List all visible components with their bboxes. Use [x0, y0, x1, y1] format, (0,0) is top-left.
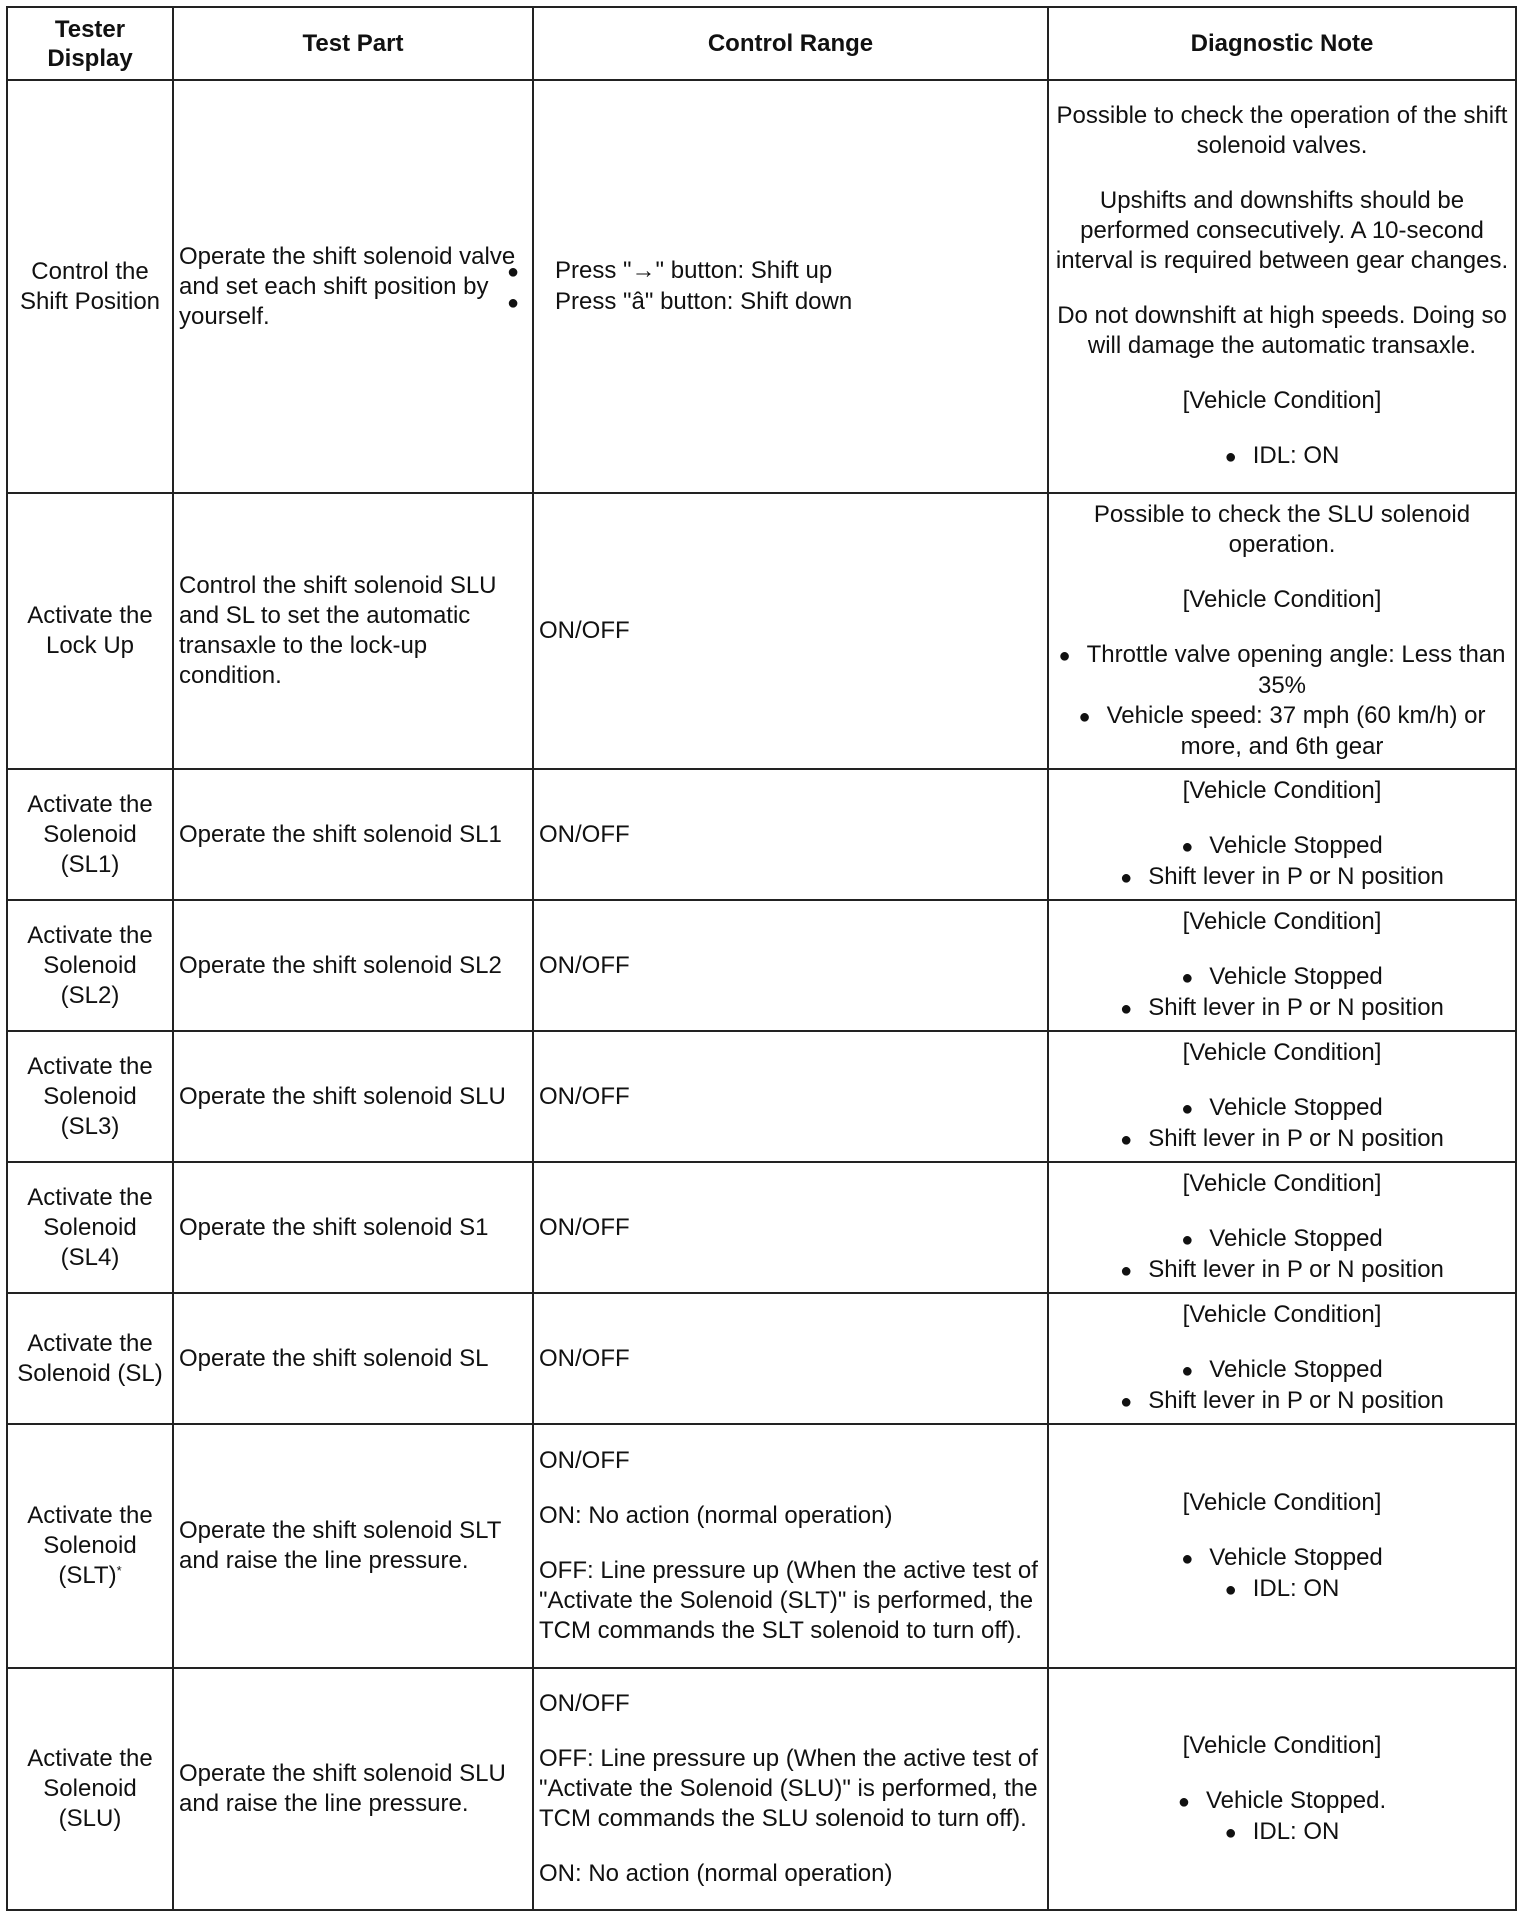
test-part-cell: Operate the shift solenoid valve and set each shift position by yourself. [173, 80, 533, 493]
bullet-item: ● Shift lever in P or N position [1054, 1124, 1510, 1155]
bullet-item: ● Vehicle Stopped [1054, 1355, 1510, 1386]
control-range-text: OFF: Line pressure up (When the active test of "Activate the Solenoid (SLT)" is performed, the TCM commands the SLT solenoid to turn off). [539, 1557, 1038, 1644]
bullet-item: ● Shift lever in P or N position [1054, 862, 1510, 893]
bullet-item: ● IDL: ON [1054, 1817, 1510, 1848]
control-range-cell: ON/OFF [533, 769, 1048, 900]
control-range-cell: ON/OFF [533, 1162, 1048, 1293]
bullet-item: ● Shift lever in P or N position [1054, 993, 1510, 1024]
bullet-item: ● Press "â" button: Shift down [539, 287, 1042, 318]
test-part-cell: Operate the shift solenoid SLU [173, 1031, 533, 1162]
bullet-item: ● Vehicle Stopped. [1054, 1786, 1510, 1817]
control-range-cell: ON/OFF [533, 900, 1048, 1031]
header-diagnostic-note: Diagnostic Note [1048, 7, 1516, 80]
vehicle-condition-label: [Vehicle Condition] [1182, 1488, 1382, 1516]
vehicle-condition-label: [Vehicle Condition] [1182, 908, 1382, 935]
diagnostic-note-cell [1048, 1293, 1516, 1424]
bullet-item: ● Shift lever in P or N position [1054, 1386, 1510, 1417]
note-text: Possible to check the operation of the shift solenoid valves. [1056, 102, 1508, 159]
bullet-item: ● Shift lever in P or N position [1054, 1255, 1510, 1286]
diagnostic-note-cell [1048, 1424, 1516, 1668]
header-row [7, 7, 1516, 80]
diagnostic-note-cell [1048, 80, 1516, 493]
table-row [7, 769, 1516, 900]
vehicle-condition-label: [Vehicle Condition] [1182, 777, 1382, 804]
control-range-cell: ON/OFF [533, 493, 1048, 769]
bullet-item: ● Vehicle Stopped [1054, 1543, 1510, 1574]
control-range-cell [533, 1668, 1048, 1910]
control-range-text: ON/OFF [539, 1447, 630, 1474]
condition-list [1054, 441, 1510, 472]
table-row [7, 493, 1516, 769]
control-range-cell: ON/OFF [533, 1031, 1048, 1162]
tester-display-text: Activate the Solenoid (SLT) [27, 1502, 153, 1589]
condition-list [1054, 1093, 1510, 1155]
diagnostic-note-cell [1048, 900, 1516, 1031]
bullet-item: ● Press "→" button: Shift up [539, 256, 1042, 287]
condition-list [1054, 1786, 1510, 1848]
note-text: Upshifts and downshifts should be performed consecutively. A 10-second interval is required between gear changes. [1055, 187, 1509, 274]
vehicle-condition-label: [Vehicle Condition] [1182, 1301, 1382, 1328]
tester-display-cell: Activate the Solenoid (SL4) [7, 1162, 173, 1293]
test-part-cell: Operate the shift solenoid SLU and raise the line pressure. [173, 1668, 533, 1910]
tester-display-cell [7, 1424, 173, 1668]
header-test-part: Test Part [173, 7, 533, 80]
bullet-item: ● IDL: ON [1054, 1574, 1510, 1605]
tester-display-cell: Activate the Solenoid (SL1) [7, 769, 173, 900]
tester-display-cell: Activate the Solenoid (SL3) [7, 1031, 173, 1162]
table-row [7, 1162, 1516, 1293]
note-text: Do not downshift at high speeds. Doing so will damage the automatic transaxle. [1057, 302, 1507, 359]
active-test-table [6, 6, 1517, 1911]
test-part-cell: Operate the shift solenoid SL1 [173, 769, 533, 900]
table-row [7, 1668, 1516, 1910]
table-row [7, 1031, 1516, 1162]
tester-display-cell: Activate the Solenoid (SL) [7, 1293, 173, 1424]
control-range-text: ON: No action (normal operation) [539, 1502, 893, 1529]
table-row [7, 1424, 1516, 1668]
control-range-cell: ON/OFF [533, 1293, 1048, 1424]
condition-list [1054, 1224, 1510, 1286]
header-control-range: Control Range [533, 7, 1048, 80]
table-row [7, 1293, 1516, 1424]
diagnostic-note-cell [1048, 1162, 1516, 1293]
control-range-list [539, 256, 1042, 318]
test-part-cell: Operate the shift solenoid SL2 [173, 900, 533, 1031]
tester-display-cell: Activate the Solenoid (SLU) [7, 1668, 173, 1910]
condition-list [1054, 1543, 1510, 1605]
table-row [7, 80, 1516, 493]
bullet-item: ● Vehicle speed: 37 mph (60 km/h) or more, and 6th gear [1054, 701, 1510, 762]
diagnostic-note-cell [1048, 769, 1516, 900]
tester-display-cell: Activate the Solenoid (SL2) [7, 900, 173, 1031]
footnote-marker: * [116, 1563, 122, 1578]
tester-display-cell: Activate the Lock Up [7, 493, 173, 769]
control-range-text: OFF: Line pressure up (When the active test of "Activate the Solenoid (SLU)" is performed, the TCM commands the SLU solenoid to turn off). [539, 1745, 1038, 1832]
vehicle-condition-label: [Vehicle Condition] [1182, 1731, 1382, 1759]
control-range-cell [533, 80, 1048, 493]
vehicle-condition-label: [Vehicle Condition] [1182, 387, 1382, 414]
test-part-cell: Operate the shift solenoid SLT and raise the line pressure. [173, 1424, 533, 1668]
note-text: Possible to check the SLU solenoid operation. [1093, 501, 1471, 558]
bullet-item: ● Vehicle Stopped [1054, 1093, 1510, 1124]
bullet-item: ● Throttle valve opening angle: Less than 35% [1054, 640, 1510, 701]
tester-display-cell: Control the Shift Position [7, 80, 173, 493]
vehicle-condition-label: [Vehicle Condition] [1182, 586, 1382, 613]
condition-list [1054, 962, 1510, 1024]
condition-list [1054, 640, 1510, 762]
bullet-item: ● Vehicle Stopped [1054, 962, 1510, 993]
vehicle-condition-label: [Vehicle Condition] [1182, 1170, 1382, 1197]
header-tester-display: Tester Display [7, 7, 173, 80]
bullet-item: ● Vehicle Stopped [1054, 831, 1510, 862]
diagnostic-note-cell [1048, 1668, 1516, 1910]
table-row [7, 900, 1516, 1031]
vehicle-condition-label: [Vehicle Condition] [1182, 1039, 1382, 1066]
control-range-cell [533, 1424, 1048, 1668]
diagnostic-note-cell [1048, 1031, 1516, 1162]
bullet-item: ● IDL: ON [1054, 441, 1510, 472]
test-part-cell: Control the shift solenoid SLU and SL to set the automatic transaxle to the lock-up condition. [173, 493, 533, 769]
bullet-item: ● Vehicle Stopped [1054, 1224, 1510, 1255]
condition-list [1054, 1355, 1510, 1417]
condition-list [1054, 831, 1510, 893]
diagnostic-note-cell [1048, 493, 1516, 769]
control-range-text: ON/OFF [539, 1690, 630, 1717]
control-range-text: ON: No action (normal operation) [539, 1860, 893, 1887]
test-part-cell: Operate the shift solenoid SL [173, 1293, 533, 1424]
test-part-cell: Operate the shift solenoid S1 [173, 1162, 533, 1293]
